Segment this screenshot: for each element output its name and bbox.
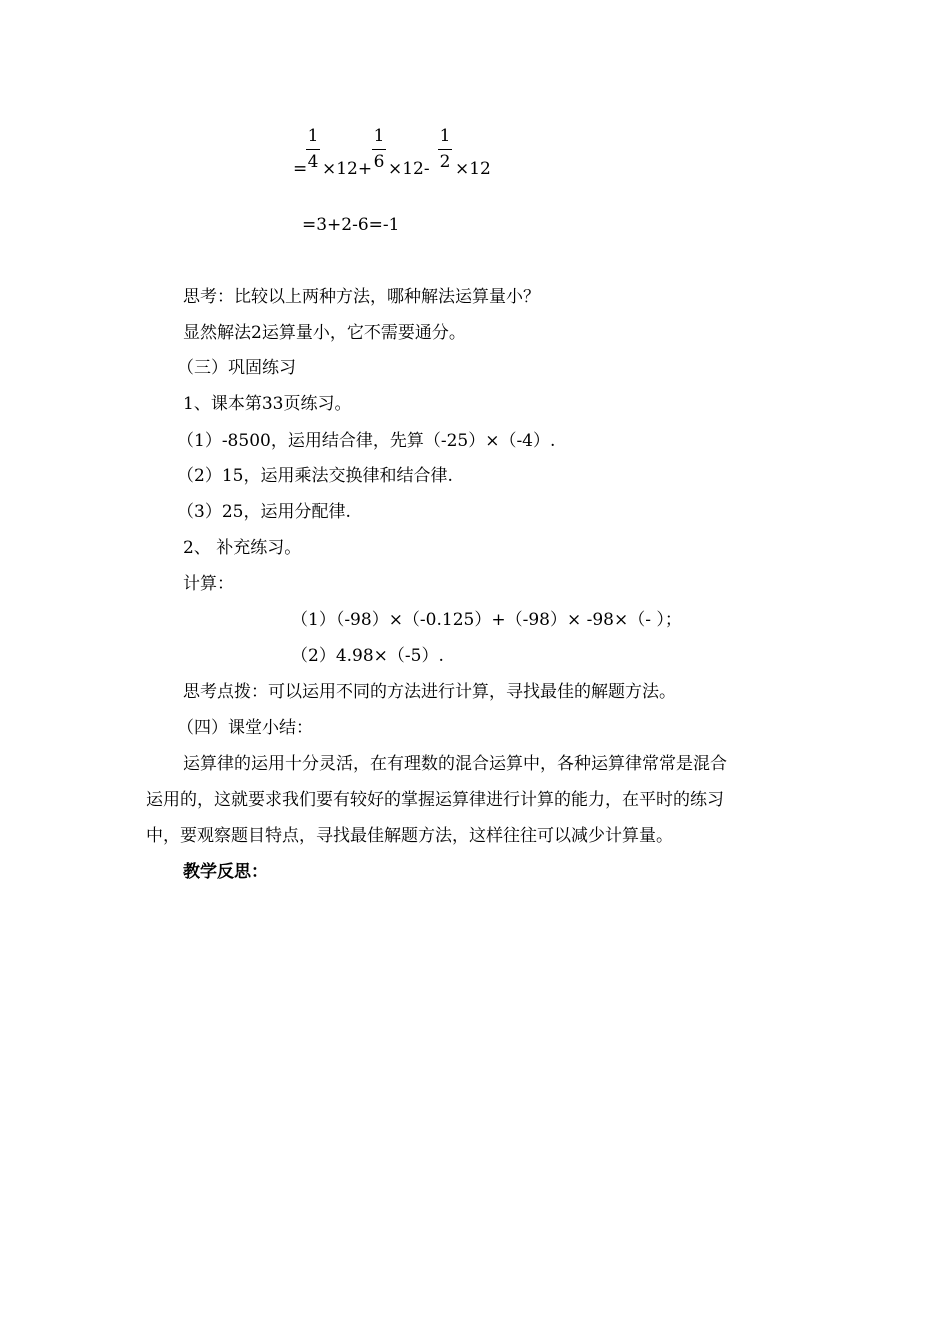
formula-op3: ×12 <box>455 159 491 179</box>
exercise-1: （1）（-98）×（-0.125）+（-98）× -98×（- ）； <box>291 610 682 630</box>
section4-title: （四）课堂小结： <box>177 718 313 738</box>
formula-equals: = <box>293 159 308 179</box>
answer-text: 显然解法2运算量小，它不需要通分。 <box>183 323 466 343</box>
fraction-denominator: 2 <box>439 152 451 172</box>
fraction-numerator: 1 <box>307 126 319 146</box>
summary-line-3: 中，要观察题目特点，寻找最佳解题方法，这样往往可以减少计算量。 <box>146 826 673 846</box>
fraction-numerator: 1 <box>373 126 385 146</box>
formula-op2: ×12- <box>388 159 430 179</box>
item2-text: 2、 补充练习。 <box>183 538 302 558</box>
item1-sub-1: （1）-8500，运用结合律，先算（-25）×（-4）. <box>177 431 556 451</box>
item1-text: 1、课本第33页练习。 <box>183 394 352 414</box>
think-question: 思考：比较以上两种方法，哪种解法运算量小？ <box>183 287 540 307</box>
fraction-numerator: 1 <box>439 126 451 146</box>
compute-label: 计算： <box>183 574 234 594</box>
summary-line-1: 运算律的运用十分灵活，在有理数的混合运算中，各种运算律常常是混合 <box>183 754 727 774</box>
formula-result: =3+2-6=-1 <box>302 215 400 235</box>
formula-op1: ×12+ <box>322 159 373 179</box>
item1-sub-3: （3）25，运用分配律. <box>177 502 351 522</box>
fraction-denominator: 6 <box>373 152 385 172</box>
fraction-bar <box>438 149 452 150</box>
reflection-title: 教学反思： <box>183 862 268 882</box>
section3-title: （三）巩固练习 <box>177 358 296 378</box>
fraction-denominator: 4 <box>307 152 319 172</box>
exercise-2: （2）4.98×（-5）. <box>291 646 444 666</box>
hint-text: 思考点拨：可以运用不同的方法进行计算，寻找最佳的解题方法。 <box>183 682 676 702</box>
summary-line-2: 运用的，这就要求我们要有较好的掌握运算律进行计算的能力，在平时的练习 <box>146 790 724 810</box>
item1-sub-2: （2）15，运用乘法交换律和结合律. <box>177 466 453 486</box>
fraction-bar <box>372 149 386 150</box>
fraction-bar <box>306 149 320 150</box>
